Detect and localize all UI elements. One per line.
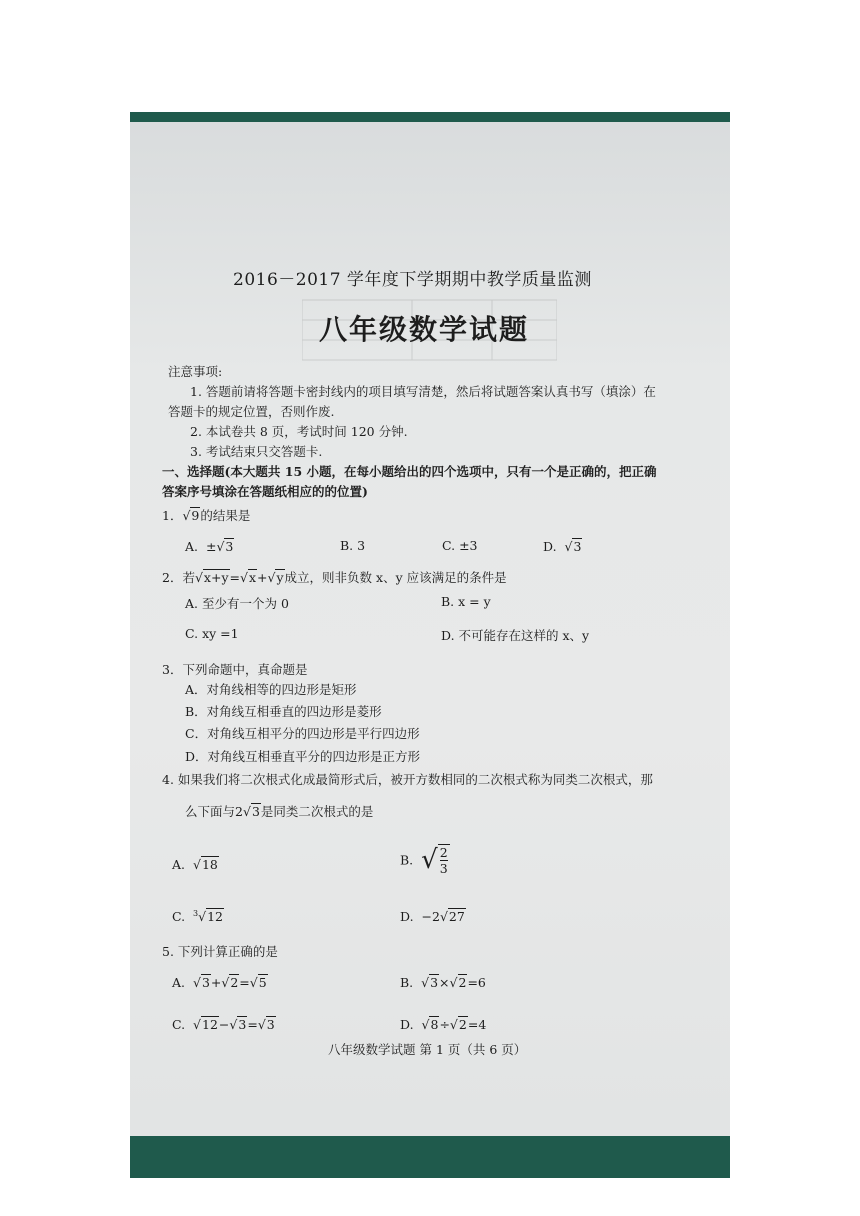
- radicand: 3: [238, 1017, 247, 1032]
- radicand: 8: [430, 1017, 439, 1032]
- q1-option-d: D. √3: [543, 539, 582, 554]
- page-footer: 八年级数学试题 第 1 页（共 6 页）: [328, 1042, 527, 1057]
- option-label: A.: [172, 857, 186, 872]
- q4-option-a: A. √18: [172, 857, 218, 872]
- option-label: A.: [185, 539, 199, 554]
- radicand: 2: [230, 975, 239, 990]
- q4-option-b: [400, 844, 450, 876]
- radicand: 18: [201, 857, 218, 872]
- option-label: C.: [172, 909, 186, 924]
- radicand: 12: [202, 1017, 218, 1032]
- notice-heading: 注意事项:: [168, 364, 223, 379]
- notice-item-1a: 1. 答题前请将答题卡密封线内的项目填写清楚，然后将试题答案认真书写（填涂）在: [190, 384, 656, 399]
- radicand: 12: [207, 909, 224, 924]
- radicand: x+y: [203, 570, 229, 585]
- q5-option-d: D. √8÷√2=4: [400, 1017, 487, 1032]
- operator: +: [210, 975, 222, 990]
- radicand: y: [276, 570, 284, 585]
- radicand: 27: [448, 909, 465, 924]
- question-text: 么下面与: [185, 804, 236, 819]
- result: =4: [467, 1017, 487, 1032]
- q2-option-d: D. 不可能存在这样的 x、y: [441, 628, 590, 643]
- option-label: D.: [543, 539, 557, 554]
- coefficient: 2: [235, 804, 243, 819]
- radicand: 3: [430, 975, 439, 990]
- q3-option-b: B．对角线互相垂直的四边形是菱形: [185, 704, 382, 719]
- q2-option-b: B. x = y: [441, 594, 491, 609]
- q3-option-a: A．对角线相等的四边形是矩形: [185, 682, 357, 697]
- numerator: 2: [439, 845, 448, 860]
- question-3-stem: 3．下列命题中，真命题是: [162, 662, 308, 677]
- option-label: B.: [400, 852, 414, 868]
- operator: ÷: [439, 1017, 450, 1032]
- equals-sign: =: [239, 975, 250, 990]
- radicand: 3: [266, 1017, 275, 1032]
- root-index: 3: [193, 908, 199, 918]
- radicand: 2: [458, 975, 467, 990]
- question-number: 1．: [162, 508, 183, 523]
- q3-option-c: C．对角线互相平分的四边形是平行四边形: [185, 726, 420, 741]
- question-4-line1: 4. 如果我们将二次根式化成最简形式后，被开方数相同的二次根式称为同类二次根式，那: [162, 772, 653, 787]
- q2-option-c: C. xy =1: [185, 626, 239, 641]
- operator: ×: [439, 975, 450, 990]
- equals-sign: =: [229, 570, 240, 585]
- q1-option-b: B. 3: [340, 538, 366, 553]
- question-number: 2．若: [162, 570, 195, 585]
- q2-option-a: A. 至少有一个为 0: [185, 596, 289, 611]
- q4-option-d: D. −2√27: [400, 909, 465, 924]
- radicand: 3: [573, 539, 582, 554]
- radicand: x: [248, 570, 257, 585]
- plus-minus: ±: [205, 539, 217, 554]
- coefficient: −2: [421, 909, 440, 924]
- notice-item-1b: 答题卡的规定位置，否则作废.: [168, 404, 335, 419]
- question-text: 的结果是: [200, 508, 251, 523]
- subject-title: 八年级数学试题: [319, 313, 530, 346]
- q5-option-c: C. √12−√3=√3: [172, 1017, 275, 1032]
- radicand: 3: [251, 804, 260, 819]
- radicand: 5: [258, 975, 267, 990]
- plus-sign: +: [257, 570, 268, 585]
- question-5-stem: 5. 下列计算正确的是: [162, 944, 278, 959]
- equals-sign: =: [247, 1017, 258, 1032]
- question-2-stem: 2．若√x+y=√x+√y成立，则非负数 x、y 应该满足的条件是: [162, 570, 507, 585]
- q3-option-d: D．对角线互相垂直平分的四边形是正方形: [185, 749, 421, 764]
- fraction-radical: √ $\frac{2}{3}$: [421, 845, 448, 876]
- question-text: 成立，则非负数 x、y 应该满足的条件是: [284, 570, 507, 585]
- option-label: A.: [172, 975, 186, 990]
- radicand: 3: [225, 539, 234, 554]
- option-label: B.: [400, 975, 414, 990]
- exam-title: 2016－2017 学年度下学期期中教学质量监测: [233, 270, 592, 290]
- denominator: 3: [439, 861, 448, 876]
- radicand: 2: [458, 1017, 467, 1032]
- radicand: 3: [201, 975, 210, 990]
- option-label: C.: [172, 1017, 186, 1032]
- operator: −: [218, 1017, 230, 1032]
- question-1-stem: 1．√9的结果是: [162, 508, 251, 523]
- question-text: 是同类二次根式的是: [260, 804, 374, 819]
- radicand: 9: [191, 508, 200, 523]
- exam-sheet: [130, 122, 730, 1136]
- q1-option-c: C. ±3: [442, 538, 478, 553]
- scanned-photo: [130, 112, 730, 1178]
- option-label: D.: [400, 909, 414, 924]
- q1-option-a: A. ±√3: [185, 539, 234, 554]
- option-label: D.: [400, 1017, 414, 1032]
- q4-option-c: C. $^3$√12: [172, 908, 224, 924]
- result: =6: [467, 975, 486, 990]
- q5-option-a: A. √3+√2=√5: [172, 975, 267, 990]
- section-heading-line1: 一、选择题(本大题共 15 小题，在每小题给出的四个选项中，只有一个是正确的，把正确: [162, 464, 657, 479]
- section-heading-line2: 答案序号填涂在答题纸相应的的位置): [162, 484, 368, 499]
- notice-item-2: 2. 本试卷共 8 页，考试时间 120 分钟.: [190, 424, 408, 439]
- q5-option-b: B. √3×√2=6: [400, 975, 486, 990]
- notice-item-3: 3. 考试结束只交答题卡.: [190, 444, 323, 459]
- question-4-line2: 么下面与2√3是同类二次根式的是: [185, 804, 374, 819]
